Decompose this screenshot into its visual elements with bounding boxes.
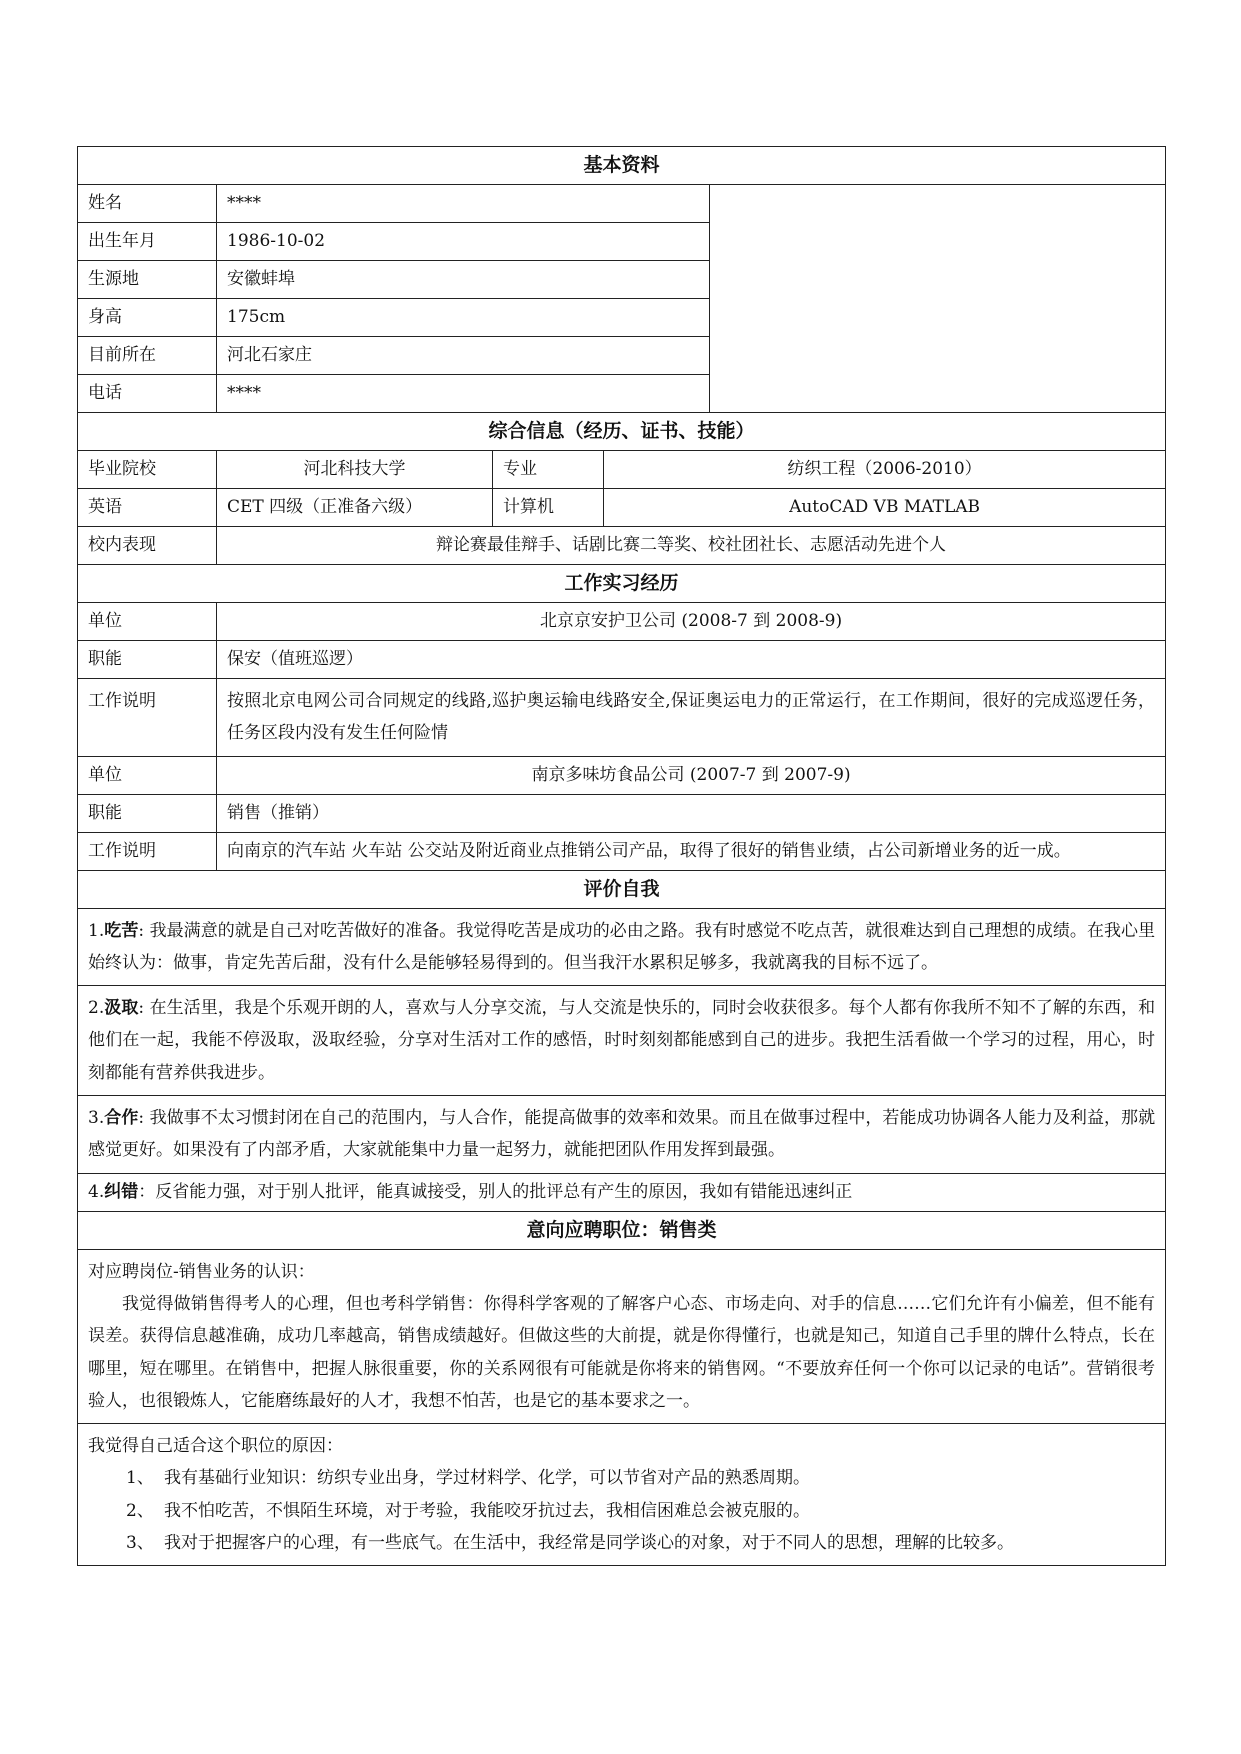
self-item-2-text: 在生活里，我是个乐观开朗的人，喜欢与人分享交流，与人交流是快乐的，同时会收获很多。每个人都有你我所不知不了解的东西，和他们在一起，我能不停汲取，汲取经验，分享对生活对工作的感悟，时时刻刻都能感到自己的进步。我把生活看做一个学习的过程，用心，时刻都能有营养供我进步。 xyxy=(88,998,1156,1083)
job1-role: 保安（值班巡逻） xyxy=(217,641,1166,679)
label-birth: 出生年月 xyxy=(78,223,217,261)
self-item-3-text: 我做事不太习惯封闭在自己的范围内，与人合作，能提高做事的效率和效果。而且在做事过程中，若能成功协调各人能力及利益，那就感觉更好。如果没有了内部矛盾，大家就能集中力量一起努力，就能把团队作用发挥到最强。 xyxy=(88,1108,1156,1161)
label-major: 专业 xyxy=(493,451,604,489)
section-title-basic: 基本资料 xyxy=(78,147,1166,185)
job1-unit-label: 单位 xyxy=(78,603,217,641)
label-english: 英语 xyxy=(78,489,217,527)
reason-item xyxy=(88,1527,1155,1559)
reason-2-num: 2、 xyxy=(126,1500,154,1521)
self-item-2 xyxy=(78,986,1166,1096)
value-english: CET 四级（正准备六级） xyxy=(217,489,493,527)
label-origin: 生源地 xyxy=(78,261,217,299)
section-title-general: 综合信息（经历、证书、技能） xyxy=(78,413,1166,451)
reason-3-num: 3、 xyxy=(126,1533,154,1554)
value-height: 175cm xyxy=(217,299,710,337)
intent-reasons xyxy=(78,1424,1166,1566)
resume-table xyxy=(77,146,1166,1566)
job1-unit: 北京京安护卫公司 (2008-7 到 2008-9) xyxy=(217,603,1166,641)
label-school: 毕业院校 xyxy=(78,451,217,489)
reason-3-text: 我对于把握客户的心理，有一些底气。在生活中，我经常是同学谈心的对象，对于不同人的思想，理解的比较多。 xyxy=(164,1533,1014,1554)
self-item-3 xyxy=(78,1096,1166,1174)
job1-role-label: 职能 xyxy=(78,641,217,679)
value-name: **** xyxy=(217,185,710,223)
self-item-1-key: 吃苦 xyxy=(104,920,139,941)
reasons-heading: 我觉得自己适合这个职位的原因： xyxy=(88,1436,343,1457)
label-location: 目前所在 xyxy=(78,337,217,375)
self-item-2-num: 2. xyxy=(88,998,105,1019)
reason-1-text: 我有基础行业知识：纺织专业出身，学过材料学、化学，可以节省对产品的熟悉周期。 xyxy=(164,1468,810,1489)
label-phone: 电话 xyxy=(78,375,217,413)
label-computer: 计算机 xyxy=(493,489,604,527)
resume-document xyxy=(77,146,1165,1566)
self-item-4-text: 反省能力强，对于别人批评，能真诚接受，别人的批评总有产生的原因，我如有错能迅速纠正 xyxy=(155,1182,853,1203)
recognition-text: 我觉得做销售得考人的心理，但也考科学销售：你得科学客观的了解客户心态、市场走向、对手的信息……它们允许有小偏差，但不能有误差。获得信息越准确，成功几率越高，销售成绩越好。但做这些的大前提，就是你得懂行，也就是知己，知道自己手里的牌什么特点，长在哪里，短在哪里。在销售中，把握人脉很重要，你的关系网很有可能就是你将来的销售网。“不要放弃任何一个你可以记录的电话”。营销很考验人，也很锻炼人，它能磨练最好的人才，我想不怕苦，也是它的基本要求之一。 xyxy=(88,1293,1156,1411)
reason-item xyxy=(88,1462,1155,1494)
self-item-4 xyxy=(78,1173,1166,1211)
job2-unit-label: 单位 xyxy=(78,756,217,794)
reason-1-num: 1、 xyxy=(126,1468,154,1489)
self-item-4-sep: ： xyxy=(138,1182,156,1203)
self-item-3-num: 3. xyxy=(88,1108,105,1129)
job1-desc-label: 工作说明 xyxy=(78,679,217,757)
self-item-4-key: 纠错 xyxy=(104,1182,139,1203)
job2-role: 销售（推销） xyxy=(217,794,1166,832)
intent-recognition xyxy=(78,1249,1166,1423)
job2-unit: 南京多味坊食品公司 (2007-7 到 2007-9) xyxy=(217,756,1166,794)
value-campus: 辩论赛最佳辩手、话剧比赛二等奖、校社团社长、志愿活动先进个人 xyxy=(217,527,1166,565)
value-computer: AutoCAD VB MATLAB xyxy=(604,489,1166,527)
value-birth: 1986-10-02 xyxy=(217,223,710,261)
self-item-1-num: 1. xyxy=(88,920,105,941)
self-item-3-sep: : xyxy=(138,1108,150,1129)
section-title-self: 评价自我 xyxy=(78,870,1166,908)
job2-desc-label: 工作说明 xyxy=(78,832,217,870)
self-item-2-key: 汲取 xyxy=(104,998,139,1019)
value-phone: **** xyxy=(217,375,710,413)
reason-item xyxy=(88,1495,1155,1527)
value-major: 纺织工程（2006-2010） xyxy=(604,451,1166,489)
label-name: 姓名 xyxy=(78,185,217,223)
section-title-intent: 意向应聘职位：销售类 xyxy=(78,1211,1166,1249)
job2-role-label: 职能 xyxy=(78,794,217,832)
self-item-1 xyxy=(78,908,1166,986)
value-location: 河北石家庄 xyxy=(217,337,710,375)
photo-placeholder xyxy=(710,185,1166,413)
self-item-2-sep: : xyxy=(138,998,150,1019)
self-item-4-num: 4. xyxy=(88,1182,105,1203)
section-title-work: 工作实习经历 xyxy=(78,565,1166,603)
label-height: 身高 xyxy=(78,299,217,337)
self-item-1-sep: : xyxy=(138,920,150,941)
recognition-heading: 对应聘岗位-销售业务的认识： xyxy=(88,1261,315,1282)
label-campus: 校内表现 xyxy=(78,527,217,565)
self-item-3-key: 合作 xyxy=(104,1108,139,1129)
self-item-1-text: 我最满意的就是自己对吃苦做好的准备。我觉得吃苦是成功的必由之路。我有时感觉不吃点苦，就很难达到自己理想的成绩。在我心里始终认为：做事，肯定先苦后甜，没有什么是能够轻易得到的。但当我汗水累积足够多，我就离我的目标不远了。 xyxy=(88,920,1156,973)
job2-desc: 向南京的汽车站 火车站 公交站及附近商业点推销公司产品，取得了很好的销售业绩，占公司新增业务的近一成。 xyxy=(217,832,1166,870)
value-origin: 安徽蚌埠 xyxy=(217,261,710,299)
reason-2-text: 我不怕吃苦，不惧陌生环境，对于考验，我能咬牙抗过去，我相信困难总会被克服的。 xyxy=(164,1500,810,1521)
value-school: 河北科技大学 xyxy=(217,451,493,489)
job1-desc: 按照北京电网公司合同规定的线路,巡护奥运输电线路安全,保证奥运电力的正常运行，在工作期间，很好的完成巡逻任务，任务区段内没有发生任何险情 xyxy=(217,679,1166,757)
